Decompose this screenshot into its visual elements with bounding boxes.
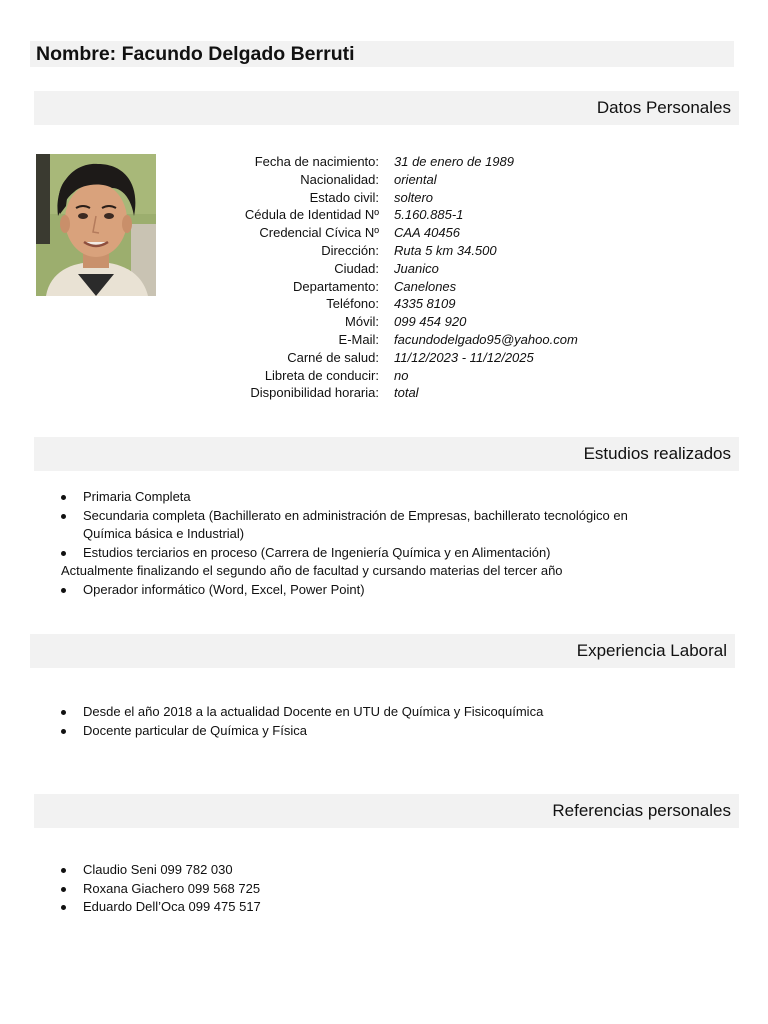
list-item: Eduardo Dell’Oca 099 475 517	[61, 898, 711, 917]
personal-info-label: Móvil:	[345, 314, 379, 330]
personal-info-label: Disponibilidad horaria:	[250, 385, 379, 401]
section-title-referencias: Referencias personales	[552, 801, 731, 820]
section-title-experiencia: Experiencia Laboral	[576, 641, 727, 660]
personal-info-row	[150, 224, 650, 242]
personal-info-label: E-Mail:	[338, 331, 379, 347]
experiencia-list-block	[61, 703, 711, 740]
personal-info-value: soltero	[394, 189, 434, 205]
personal-info-list	[150, 153, 650, 402]
personal-info-row	[150, 153, 650, 171]
personal-info-value: 31 de enero de 1989	[394, 154, 514, 169]
personal-info-value: 5.160.885-1	[394, 207, 464, 223]
referencias-list-block	[61, 861, 711, 917]
estudios-note: Actualmente finalizando el segundo año de facultad y cursando materias del tercer año	[61, 563, 563, 578]
personal-info-value: oriental	[394, 171, 437, 187]
personal-info-value: CAA 40456	[394, 225, 461, 241]
experiencia-list	[61, 703, 711, 740]
personal-info-row	[150, 295, 650, 313]
personal-info-value: 4335 8109	[394, 296, 456, 312]
personal-info-row	[150, 367, 650, 385]
estudios-list	[61, 488, 711, 599]
personal-info-row	[150, 384, 650, 402]
list-item: Estudios terciarios en proceso (Carrera de Ingeniería Química y en Alimentación)	[61, 544, 711, 563]
person-name: Nombre: Facundo Delgado Berruti	[36, 43, 355, 65]
list-item: Claudio Seni 099 782 030	[61, 861, 711, 880]
personal-info-row	[150, 349, 650, 367]
list-item	[61, 507, 711, 544]
list-item: Roxana Giachero 099 568 725	[61, 880, 711, 899]
list-item: Desde el año 2018 a la actualidad Docente en UTU de Química y Fisicoquímica	[61, 703, 711, 722]
list-item-line: Química básica e Industrial)	[83, 526, 245, 541]
personal-info-label: Nacionalidad:	[300, 171, 379, 187]
list-item-line: Secundaria completa (Bachillerato en administración de Empresas, bachillerato tecnológico en	[83, 507, 628, 523]
personal-info-value: no	[394, 367, 409, 383]
personal-info-value: Canelones	[394, 278, 457, 294]
estudios-list-block	[61, 488, 711, 599]
referencias-list	[61, 861, 711, 917]
personal-info-label: Departamento:	[293, 278, 379, 294]
list-item: Primaria Completa	[61, 488, 711, 507]
personal-info-label: Libreta de conducir:	[264, 367, 379, 383]
personal-info-label: Carné de salud:	[287, 349, 379, 365]
section-title-estudios: Estudios realizados	[583, 444, 731, 463]
section-referencias	[34, 794, 739, 828]
section-title-datos-personales: Datos Personales	[596, 98, 731, 117]
section-experiencia	[30, 634, 735, 668]
section-datos-personales	[34, 91, 739, 125]
personal-info-label: Estado civil:	[309, 189, 379, 205]
personal-info-row	[150, 278, 650, 296]
personal-info-label: Teléfono:	[326, 296, 379, 312]
list-item: Docente particular de Química y Física	[61, 722, 711, 741]
personal-info-label: Cédula de Identidad Nº	[244, 207, 379, 223]
personal-info-row	[150, 171, 650, 189]
personal-info-value: 099 454 920	[394, 314, 467, 330]
section-estudios	[34, 437, 739, 471]
personal-info-row	[150, 331, 650, 349]
personal-info-row	[150, 189, 650, 207]
personal-info-value: Juanico	[394, 260, 439, 276]
personal-info-value: total	[394, 385, 419, 401]
personal-info-value: facundodelgado95@yahoo.com	[394, 331, 578, 347]
list-item: Operador informático (Word, Excel, Power Point)	[61, 581, 711, 600]
personal-info-value: 11/12/2023 - 11/12/2025	[394, 349, 534, 365]
profile-photo	[36, 154, 156, 296]
name-header-bar	[30, 41, 734, 67]
personal-info-label: Ciudad:	[334, 260, 379, 276]
personal-info-label: Credencial Cívica Nº	[259, 225, 379, 241]
personal-info-value: Ruta 5 km 34.500	[394, 242, 497, 258]
personal-info-row	[150, 260, 650, 278]
personal-info-row	[150, 313, 650, 331]
personal-info-label: Dirección:	[321, 242, 379, 258]
personal-info-row	[150, 206, 650, 224]
personal-info-row	[150, 242, 650, 260]
personal-info-label: Fecha de nacimiento:	[254, 154, 379, 169]
